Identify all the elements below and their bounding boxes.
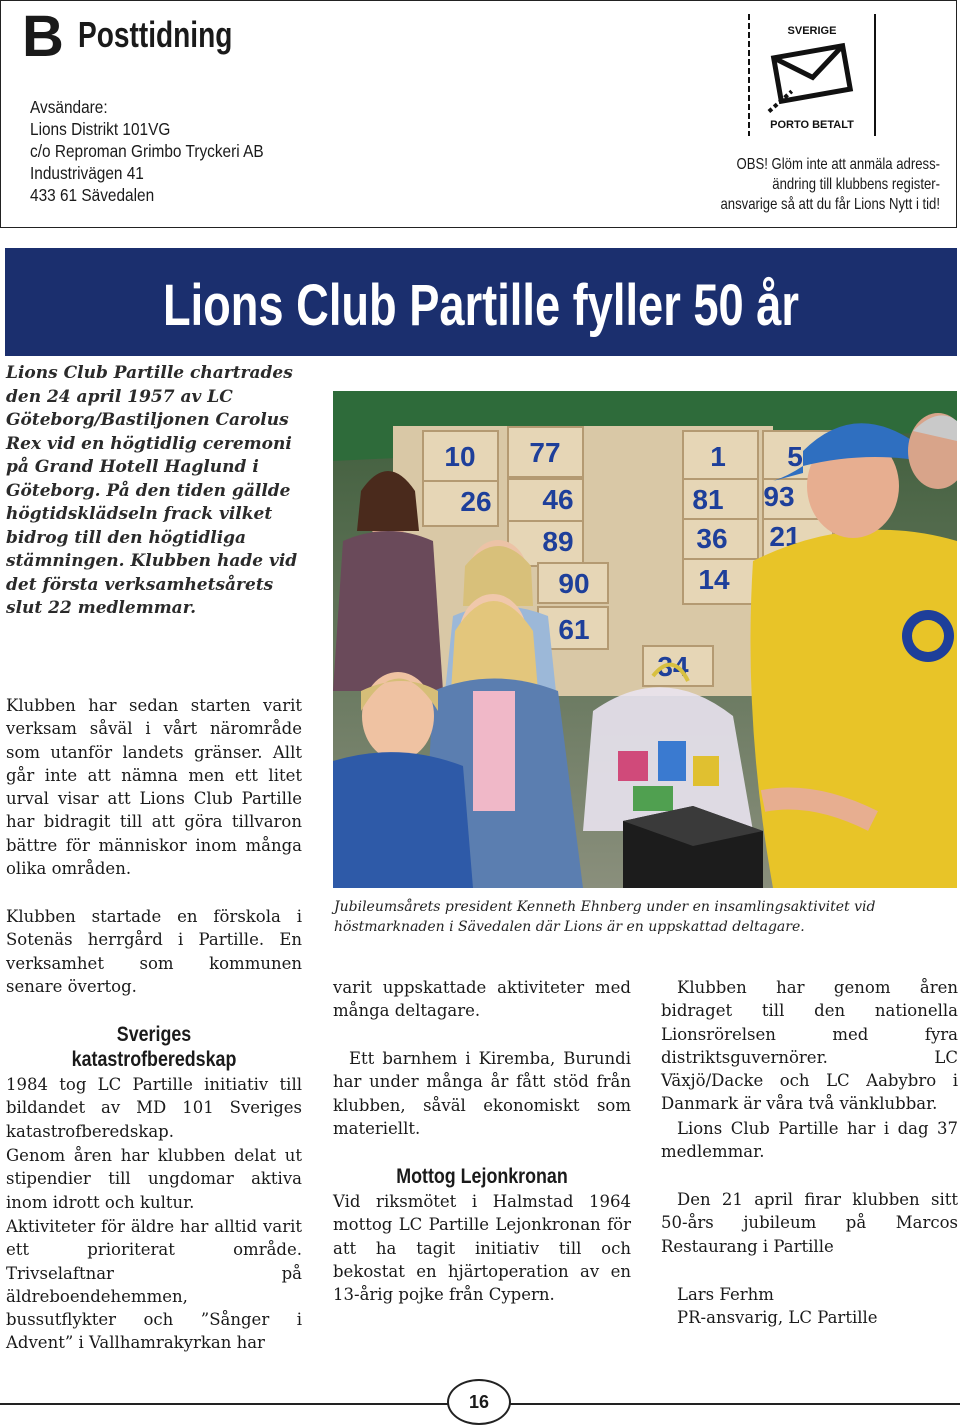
- body-paragraph: Vid riksmötet i Halmstad 1964 mottog LC Partille Lejonkronan för att ha tagit initiativ till och bekostat en hjärtoperation av en 13-årig pojke från Cypern.: [333, 1192, 631, 1305]
- box-number: 1: [710, 441, 726, 472]
- article-intro: Lions Club Partille chartrades den 24 april 1957 av LC Göteborg/Bastiljonen Carolus Rex vid en högtidlig ceremoni på Grand Hotell Haglund i Göteborg. På den tiden gällde högtidsklädseln frack vilket bidrog till den högtidliga stämningen. Klubben hade vid det första verksamhetsårets slut 22 medlemmar.: [6, 363, 298, 618]
- box-number: 10: [444, 441, 476, 472]
- envelope-icon: [760, 46, 852, 112]
- body-paragraph: Ett barnhem i Kiremba, Burundi har under många år fått stöd från klubben, såväl ekonomiskt som materiellt.: [333, 1049, 631, 1138]
- body-paragraph: Den 21 april firar klubben sitt 50-års jubileum på Marcos Restaurang i Partille: [661, 1190, 958, 1256]
- page-number: 16: [468, 1392, 490, 1412]
- body-paragraph: varit uppskattade aktiviteter med många deltagare.: [333, 978, 631, 1021]
- sender-line: 433 61 Sävedalen: [30, 185, 155, 205]
- box-number: 36: [696, 523, 728, 554]
- sender-line: c/o Reproman Grimbo Tryckeri AB: [30, 141, 264, 161]
- stamp-top-text: SVERIGE: [787, 25, 837, 37]
- sender-line: Industrivägen 41: [30, 163, 144, 183]
- stamp-bottom-text: PORTO BETALT: [770, 119, 854, 131]
- signature-name: Lars Ferhm: [677, 1285, 774, 1304]
- body-paragraph: Klubben har sedan starten varit verksam såväl i vårt närområde som utanför landets gränser. Allt går inte att nämna men ett litet urval visar att Lions Club Partille har bidragit till att göra tillvaron bättre för människor inom många olika områden.: [6, 696, 302, 879]
- box-number: 21: [769, 521, 801, 552]
- porto-betalt-stamp-icon: [747, 14, 877, 136]
- posttidning-b-mark: B: [22, 4, 64, 69]
- box-number: 77: [529, 437, 561, 468]
- obs-line: ansvarige så att du får Lions Nytt i tid!: [720, 196, 940, 213]
- body-paragraph: 1984 tog LC Partille initiativ till bildandet av MD 101 Sveriges katastrofberedskap.: [6, 1075, 302, 1141]
- sender-line: Lions Distrikt 101VG: [30, 119, 171, 139]
- section-heading: Mottog Lejonkronan: [396, 1165, 568, 1188]
- event-photo: [333, 391, 957, 888]
- box-number: 61: [558, 614, 590, 645]
- photo-caption: Jubileumsårets president Kenneth Ehnberg under en insamlingsaktivitet vid höstmarknaden i Sävedalen där Lions är en uppskattad deltagare.: [334, 899, 876, 935]
- sender-address: [30, 96, 264, 206]
- box-number: 5: [787, 441, 803, 472]
- section-heading: [28, 1022, 280, 1072]
- body-paragraph: Klubben startade en förskola i Sotenäs herrgård i Partille. En verksamhet som kommunen senare övertog.: [6, 907, 302, 996]
- box-number: 90: [558, 568, 590, 599]
- sender-line: Avsändare:: [30, 97, 108, 117]
- box-number: 81: [692, 484, 724, 515]
- body-paragraph: Lions Club Partille har i dag 37 medlemmar.: [661, 1119, 958, 1162]
- posttidning-label: Posttidning: [78, 14, 233, 55]
- box-number: 34: [657, 651, 689, 682]
- box-number: 46: [542, 484, 574, 515]
- section-heading-line: Sveriges: [116, 1023, 192, 1046]
- box-number: 14: [698, 564, 730, 595]
- box-number: 26: [460, 486, 492, 517]
- obs-line: OBS! Glöm inte att anmäla adress-: [736, 156, 940, 173]
- obs-notice: [640, 155, 940, 215]
- section-heading-line: katastrofberedskap: [71, 1048, 237, 1071]
- article-title: Lions Club Partille fyller 50 år: [162, 273, 800, 338]
- body-paragraph: Aktiviteter för äldre har alltid varit ett prioriterat område. Trivselaftnar på äldreboendehemmen, bussutflykter och ”Sånger i Advent” i Vallhamrakyrkan har: [6, 1217, 302, 1353]
- box-number: 89: [542, 526, 574, 557]
- obs-line: ändring till klubbens register-: [772, 176, 940, 193]
- box-number: 93: [763, 481, 795, 512]
- signature-role: PR-ansvarig, LC Partille: [677, 1308, 878, 1327]
- body-paragraph: Klubben har genom åren bidraget till den nationella Lionsrörelsen med fyra distriktsguvernörer. LC Växjö/Dacke och LC Aabybro i Danmark är våra två vänklubbar.: [661, 978, 958, 1114]
- body-paragraph: Genom åren har klubben delat ut stipendier till ungdomar aktiva inom idrott och kultur.: [6, 1146, 302, 1212]
